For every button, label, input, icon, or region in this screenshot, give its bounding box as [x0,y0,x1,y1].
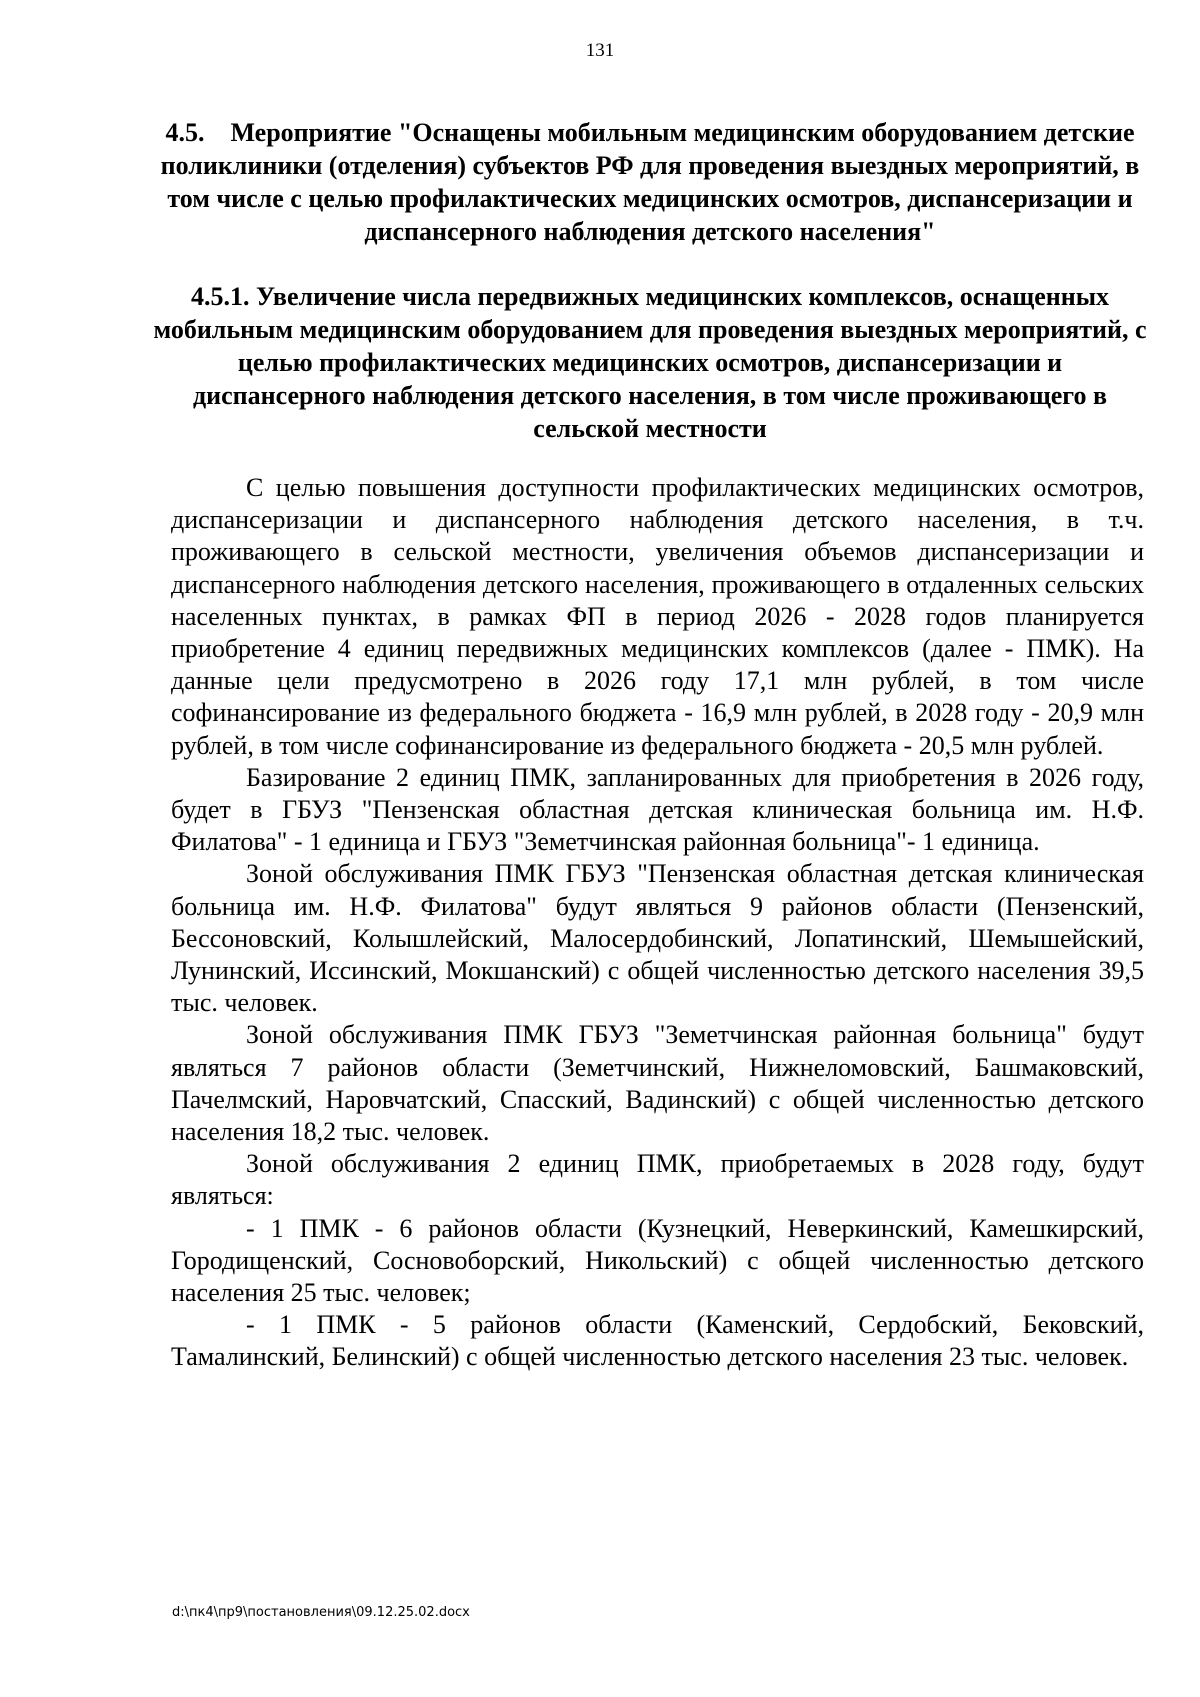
paragraph: Зоной обслуживания ПМК ГБУЗ "Пензенская областная детская клиническая больница им. Н.Ф. Филатова" будут являться 9 районов области (Пензенский, Бессоновский, Колышлейский, Малосердобинский, Лопатинский, Шемышейский, Лунинский, Иссинский, Мокшанский) с общей численностью детского населения 39,5 тыс. человек. [171,859,1144,1018]
paragraph: - 1 ПМК - 6 районов области (Кузнецкий, Неверкинский, Камешкирский, Городищенский, Сосновоборский, Никольский) с общей численностью детского населения 25 тыс. человек; [171,1213,1144,1308]
paragraph: С целью повышения доступности профилактических медицинских осмотров, диспансеризации и диспансерного наблюдения детского населения, в т.ч. проживающего в сельской местности, увеличения объемов диспансеризации и диспансерного наблюдения детского населения, проживающего в отдаленных сельских населенных пунктах, в рамках ФП в период 2026 - 2028 годов планируется приобретение 4 единиц передвижных медицинских комплексов (далее - ПМК). На данные цели предусмотрено в 2026 году 17,1 млн рублей, в том числе софинансирование из федерального бюджета - 16,9 млн рублей, в 2028 году - 20,9 млн рублей, в том числе софинансирование из федерального бюджета - 20,5 млн рублей. [171,473,1144,760]
footer-file-path: d:\пк4\пр9\постановления\09.12.25.02.docx [172,1605,470,1620]
paragraph: - 1 ПМК - 5 районов области (Каменский, Сердобский, Бековский, Тамалинский, Белинский) с общей численностью детского населения 23 тыс. человек. [171,1310,1144,1372]
page-number: 131 [585,40,615,61]
subsection-heading: 4.5.1. Увеличение числа передвижных медицинских комплексов, оснащенных мобильным медицинским оборудованием для проведения выездных мероприятий, с целью профилактических медицинских осмотров, диспансеризации и диспансерного наблюдения детского населения, в том числе проживающего в сельской местности [153,282,1147,443]
section-heading: 4.5. Мероприятие "Оснащены мобильным медицинским оборудованием детские поликлиники (отделения) субъектов РФ для проведения выездных мероприятий, в том числе с целью профилактических медицинских осмотров, диспансеризации и диспансерного наблюдения детского населения" [160,118,1140,246]
paragraph: Зоной обслуживания 2 единиц ПМК, приобретаемых в 2028 году, будут являться: [171,1149,1144,1211]
body-text [171,472,1144,1374]
paragraph: Базирование 2 единиц ПМК, запланированных для приобретения в 2026 году, будет в ГБУЗ "Пензенская областная детская клиническая больница им. Н.Ф. Филатова" - 1 единица и ГБУЗ "Земетчинская районная больница"- 1 единица. [171,762,1144,857]
paragraph: Зоной обслуживания ПМК ГБУЗ "Земетчинская районная больница" будут являться 7 районов области (Земетчинский, Нижнеломовский, Башмаковский, Пачелмский, Наровчатский, Спасский, Вадинский) с общей численностью детского населения 18,2 тыс. человек. [171,1020,1144,1147]
